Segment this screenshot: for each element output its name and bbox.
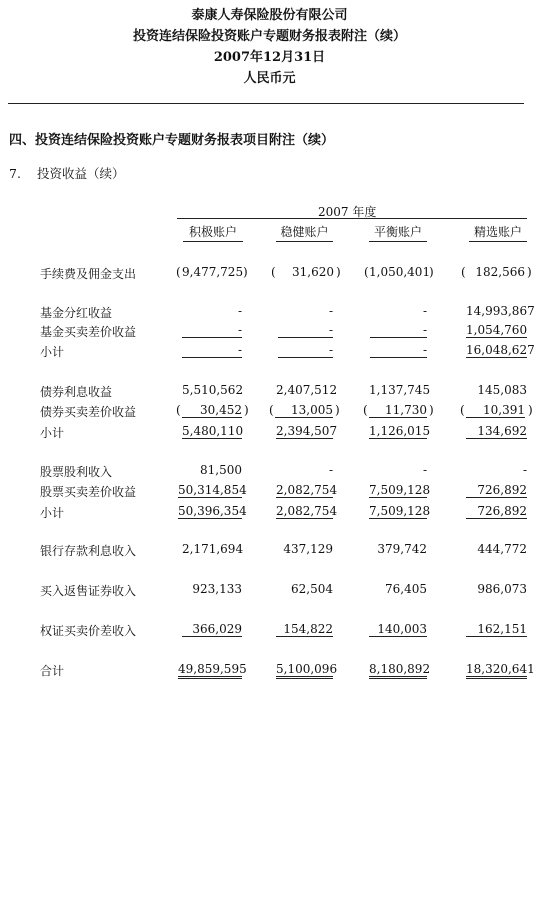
report-date: 2007年12月31日 — [213, 50, 326, 65]
paren-close: ) — [243, 265, 248, 279]
subsection-heading — [9, 164, 125, 182]
paren-open: ( — [364, 265, 369, 279]
cell-fund-spread-selected: 1,054,760 — [466, 323, 528, 337]
document-title: 投资连结保险投资账户专题财务报表附注（续） — [132, 29, 406, 44]
cell-bond-interest-balanced: 1,137,745 — [369, 383, 431, 397]
paren-close: ) — [528, 403, 533, 417]
cell-fund-dividend-balanced: - — [422, 304, 427, 318]
cell-stock-dividend-balanced: - — [422, 463, 427, 477]
paren-open: ( — [460, 403, 465, 417]
cell-bank-interest-balanced: 379,742 — [377, 542, 427, 556]
cell-fund-subtotal-selected: 16,048,627 — [466, 343, 535, 357]
column-header-stable: 稳健账户 — [276, 223, 333, 242]
row-label-stock-dividend: 股票股利收入 — [40, 465, 113, 479]
company-name: 泰康人寿保险股份有限公司 — [191, 8, 348, 23]
column-header-selected: 精选账户 — [469, 223, 527, 242]
cell-stock-dividend-active: 81,500 — [200, 463, 242, 477]
cell-warrant-spread-selected: 162,151 — [466, 622, 527, 637]
cell-fund-subtotal-stable: - — [278, 343, 333, 358]
cell-total-active: 49,859,595 — [178, 662, 242, 679]
cell-stock-spread-active: 50,314,854 — [178, 483, 247, 497]
paren-close: ) — [429, 403, 434, 417]
row-label-fund-spread: 基金买卖差价收益 — [40, 325, 137, 339]
section-title: 四、投资连结保险投资账户专题财务报表项目附注（续） — [9, 133, 335, 148]
paren-open: ( — [269, 403, 274, 417]
cell-stock-dividend-stable: - — [328, 463, 333, 477]
paren-open: ( — [176, 265, 181, 279]
cell-warrant-spread-stable: 154,822 — [276, 622, 333, 637]
cell-fund-dividend-selected: 14,993,867 — [466, 304, 535, 318]
row-label-bond-spread: 债券买卖差价收益 — [40, 405, 137, 419]
cell-stock-spread-balanced: 7,509,128 — [369, 483, 431, 497]
paren-open: ( — [363, 403, 368, 417]
cell-reverse-repo-stable: 62,504 — [291, 582, 333, 596]
cell-bond-interest-stable: 2,407,512 — [276, 383, 338, 397]
cell-fees-balanced: 1,050,401 — [369, 265, 431, 279]
row-label-reverse-repo: 买入返售证券收入 — [40, 584, 137, 598]
row-label-warrant-spread: 权证买卖价差收入 — [40, 624, 137, 638]
row-label-stock-spread: 股票买卖差价收益 — [40, 485, 137, 499]
paren-close: ) — [429, 265, 434, 279]
cell-total-selected: 18,320,641 — [466, 662, 527, 679]
cell-fund-dividend-stable: - — [328, 304, 333, 318]
cell-stock-subtotal-selected: 726,892 — [466, 504, 527, 519]
header-divider — [8, 103, 524, 104]
row-label-fund-subtotal: 小计 — [40, 345, 65, 359]
cell-fund-subtotal-active: - — [182, 343, 242, 358]
cell-bond-subtotal-stable: 2,394,507 — [276, 424, 338, 438]
cell-bond-subtotal-balanced: 1,126,015 — [369, 424, 431, 438]
year-header: 2007 年度 — [318, 205, 377, 219]
cell-stock-subtotal-balanced: 7,509,128 — [369, 504, 431, 518]
cell-bank-interest-selected: 444,772 — [477, 542, 527, 556]
cell-warrant-spread-active: 366,029 — [182, 622, 242, 637]
paren-open: ( — [461, 265, 466, 279]
cell-stock-subtotal-stable: 2,082,754 — [276, 504, 338, 518]
cell-fund-spread-balanced: - — [370, 323, 427, 338]
year-underline — [177, 218, 527, 219]
cell-stock-spread-stable: 2,082,754 — [276, 483, 338, 497]
cell-fund-spread-active: - — [182, 323, 242, 338]
cell-fund-dividend-active: - — [237, 304, 242, 318]
currency-unit: 人民币元 — [243, 71, 296, 86]
cell-bond-spread-active: 30,452 — [182, 403, 242, 418]
row-label-bond-interest: 债券利息收益 — [40, 385, 113, 399]
cell-reverse-repo-balanced: 76,405 — [385, 582, 427, 596]
paren-close: ) — [336, 265, 341, 279]
row-label-bank-interest: 银行存款利息收入 — [40, 544, 137, 558]
cell-warrant-spread-balanced: 140,003 — [369, 622, 427, 637]
cell-fees-active: 9,477,725 — [182, 265, 244, 279]
cell-fees-selected: 182,566 — [475, 265, 525, 279]
cell-bond-interest-active: 5,510,562 — [182, 383, 244, 397]
column-header-balanced: 平衡账户 — [369, 223, 427, 242]
subsection-number: 7. — [9, 166, 21, 181]
cell-fund-subtotal-balanced: - — [370, 343, 427, 358]
cell-bond-subtotal-active: 5,480,110 — [182, 424, 244, 438]
paren-close: ) — [335, 403, 340, 417]
cell-bond-spread-balanced: 11,730 — [369, 403, 427, 418]
cell-reverse-repo-active: 923,133 — [192, 582, 242, 596]
paren-open: ( — [271, 265, 276, 279]
cell-bank-interest-active: 2,171,694 — [182, 542, 244, 556]
cell-fund-spread-stable: - — [278, 323, 333, 338]
cell-bank-interest-stable: 437,129 — [283, 542, 333, 556]
cell-bond-interest-selected: 145,083 — [477, 383, 527, 397]
paren-close: ) — [527, 265, 532, 279]
paren-close: ) — [244, 403, 249, 417]
cell-bond-spread-selected: 10,391 — [466, 403, 525, 418]
cell-stock-spread-selected: 726,892 — [466, 483, 527, 498]
cell-total-balanced: 8,180,892 — [369, 662, 427, 679]
row-label-fees: 手续费及佣金支出 — [40, 267, 137, 281]
row-label-stock-subtotal: 小计 — [40, 506, 65, 520]
cell-bond-spread-stable: 13,005 — [275, 403, 333, 418]
row-label-total: 合计 — [40, 664, 65, 678]
subsection-title: 投资收益（续） — [37, 166, 125, 181]
row-label-bond-subtotal: 小计 — [40, 426, 65, 440]
cell-fees-stable: 31,620 — [292, 265, 334, 279]
cell-total-stable: 5,100,096 — [276, 662, 333, 679]
column-header-active: 积极账户 — [183, 223, 243, 242]
row-label-fund-dividend: 基金分红收益 — [40, 306, 113, 320]
cell-bond-subtotal-selected: 134,692 — [466, 424, 527, 439]
cell-stock-dividend-selected: - — [522, 463, 527, 477]
cell-stock-subtotal-active: 50,396,354 — [178, 504, 247, 518]
paren-open: ( — [176, 403, 181, 417]
cell-reverse-repo-selected: 986,073 — [477, 582, 527, 596]
